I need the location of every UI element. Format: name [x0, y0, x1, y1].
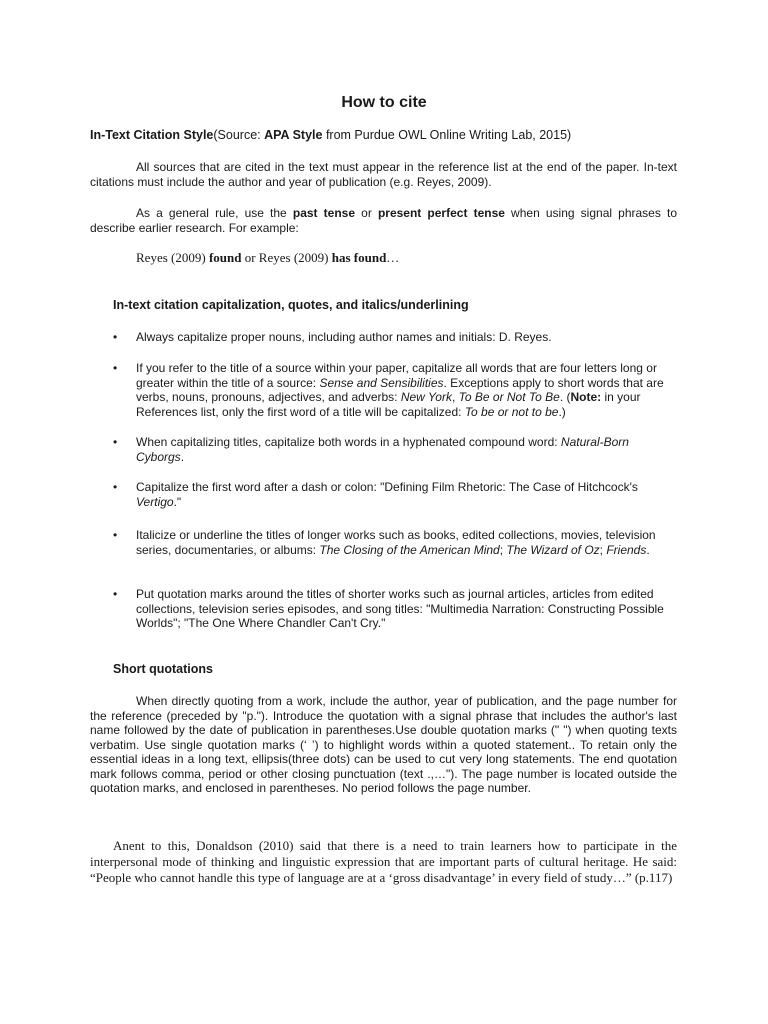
tense-present-perfect: present perfect tense — [377, 206, 505, 220]
bullet-icon: • — [113, 435, 118, 449]
bullet-text: If you refer to the title of a source within your paper, capitalize all words that are four letters long or greater within the title of a source: Sense and Sensibilities. Exceptions apply to short words that are verbs, nouns, pronouns, adjectives, and adverbs: New York, To Be or Not To Be. (Note: in your References list, only the first word of a title will be capitalized: To be or not to be.) — [136, 361, 664, 419]
example-has-found: has found — [331, 250, 387, 265]
subtitle-lead: In-Text Citation Style — [90, 128, 214, 142]
example-line — [136, 250, 636, 266]
short-quotations-heading: Short quotations — [113, 662, 213, 676]
intro-text: All sources that are cited in the text must appear in the reference list at the end of the paper. In-text citations must include the author and year of publication (e.g. Reyes, 2009). — [90, 160, 677, 189]
example-found: found — [208, 250, 242, 265]
subtitle-source-post: from Purdue OWL Online Writing Lab, 2015) — [322, 128, 572, 142]
bullet-text: Capitalize the first word after a dash or colon: "Defining Film Rhetoric: The Case of Hitchcock's Vertigo." — [136, 480, 638, 509]
donaldson-text: Anent to this, Donaldson (2010) said that there is a need to train learners how to participate in the interpersonal mode of thinking and linguistic expression that are important parts of cultural heritage. He said: “People who cannot handle this type of language are at a ‘gross disadvantage’ in every field of study…” (p.117) — [90, 838, 677, 885]
tense-text-a: As a general rule, use the — [136, 206, 293, 220]
tense-past: past tense — [292, 206, 356, 220]
citation-style-subtitle — [90, 128, 690, 143]
tense-text-d: when using signal phrases to describe earlier research. For example: — [90, 206, 677, 235]
bullet-icon: • — [113, 528, 118, 542]
subtitle-source-pre: (Source: — [213, 128, 265, 142]
bullet-icon: • — [113, 587, 118, 601]
example-a: Reyes (2009) — [136, 250, 209, 265]
bullet-text: When capitalizing titles, capitalize both words in a hyphenated compound word: Natural-Born Cyborgs. — [136, 435, 629, 464]
bullet-text: Put quotation marks around the titles of shorter works such as journal articles, articles from edited collections, television series episodes, and song titles: "Multimedia Narration: Constructing Possible Worlds"; "The One Where Chandler Can't Cry." — [136, 587, 664, 630]
page-title: How to cite — [341, 94, 427, 111]
tense-text-c: or — [355, 206, 378, 220]
bullet-icon: • — [113, 480, 118, 494]
bullet-icon: • — [113, 361, 118, 375]
example-ellipsis: … — [386, 250, 400, 265]
quotation-rules-paragraph — [90, 694, 677, 796]
bullet-text: Always capitalize proper nouns, including author names and initials: D. Reyes. — [136, 330, 552, 344]
subtitle-source-bold: APA Style — [264, 128, 323, 142]
tense-paragraph — [90, 206, 677, 235]
example-c: or Reyes (2009) — [241, 250, 332, 265]
capitalization-heading: In-text citation capitalization, quotes, and italics/underlining — [113, 298, 469, 312]
bullet-text: Italicize or underline the titles of longer works such as books, edited collections, movies, television series, documentaries, or albums: The Closing of the American Mind; The Wizard of Oz; Friends. — [136, 528, 656, 557]
donaldson-paragraph — [90, 838, 677, 886]
quotation-rules-text: When directly quoting from a work, include the author, year of publication, and the page number for the reference (preceded by "p."). Introduce the quotation with a signal phrase that includes the author's last name followed by the date of publication in parentheses.Use double quotation marks (" ") when quoting texts verbatim. Use single quotation marks (‘ ’) to highlight words within a quoted statement.. To retain only the essential ideas in a long text, ellipsis(three dots) can be used to cut very long statements. The end quotation mark follows comma, period or other closing punctuation (text .,…"). The page number is located outside the quotation marks, and enclosed in parentheses. No period follows the page number. — [90, 694, 677, 795]
bullet-icon: • — [113, 330, 118, 344]
intro-paragraph — [90, 160, 677, 189]
